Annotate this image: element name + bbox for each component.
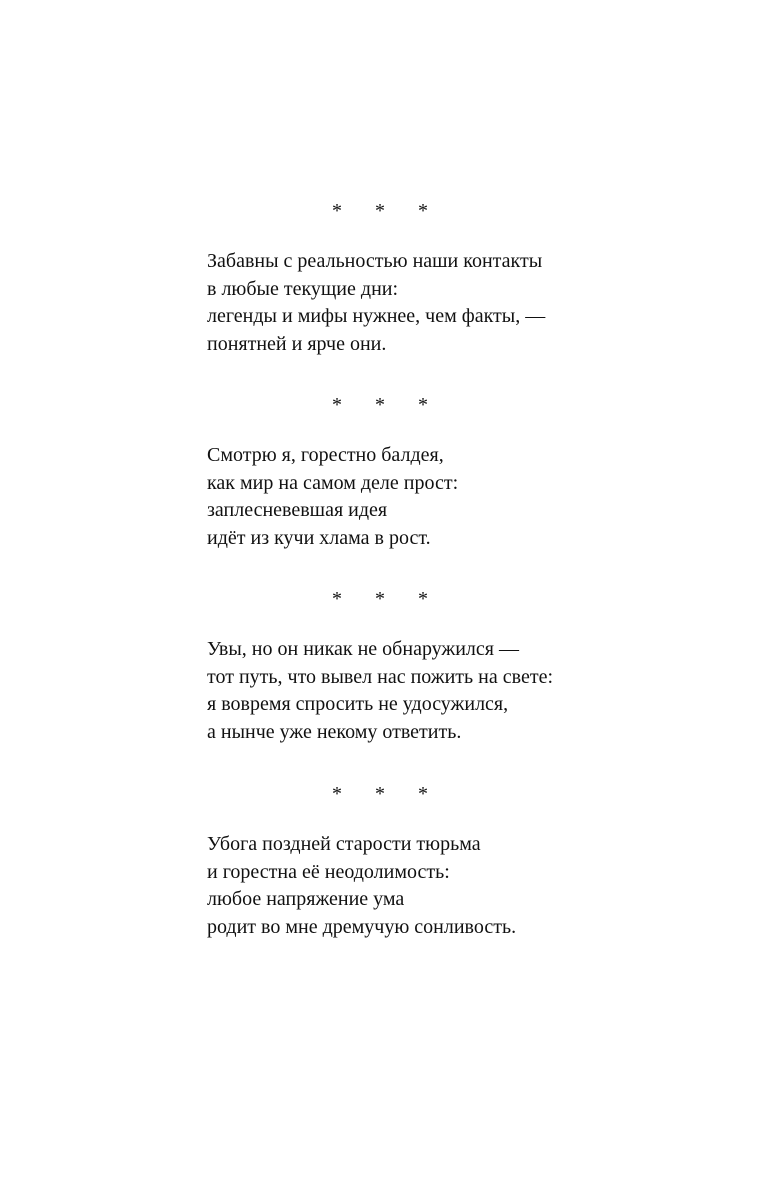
poem-line: как мир на самом деле прост:	[207, 471, 459, 494]
poem-line: любое напряжение ума	[207, 888, 405, 910]
poem-line: заплесневевшая идея	[207, 499, 388, 521]
poem-line: Смотрю я, горестно балдея,	[207, 444, 444, 466]
stanza-separator: * * *	[332, 200, 442, 222]
poem-line: а нынче уже некому ответить.	[207, 720, 462, 743]
poem-line: Увы, но он никак не обнаружился —	[207, 638, 519, 660]
stanza-separator: * * *	[332, 588, 442, 610]
poem-line: Забавны с реальностью наши контакты	[207, 250, 543, 272]
poem-stanza	[207, 831, 727, 941]
poem-line: Убога поздней старости тюрьма	[207, 833, 481, 855]
poem-line: идёт из кучи хлама в рост.	[207, 526, 431, 549]
stanza-separator: * * *	[332, 394, 442, 416]
poem-stanza	[207, 636, 727, 746]
poem-line: родит во мне дремучую сонливость.	[207, 915, 517, 938]
poem-line: в любые текущие дни:	[207, 277, 399, 300]
poem-stanza	[207, 442, 727, 552]
poem-line: легенды и мифы нужнее, чем факты, —	[207, 305, 546, 327]
poem-line: понятней и ярче они.	[207, 332, 387, 355]
poem-line: и горестна её неодолимость:	[207, 860, 450, 883]
stanza-separator: * * *	[332, 783, 442, 805]
poem-line: тот путь, что вывел нас пожить на свете:	[207, 665, 553, 688]
poem-line: я вовремя спросить не удосужился,	[207, 693, 509, 715]
poem-stanza	[207, 248, 727, 358]
